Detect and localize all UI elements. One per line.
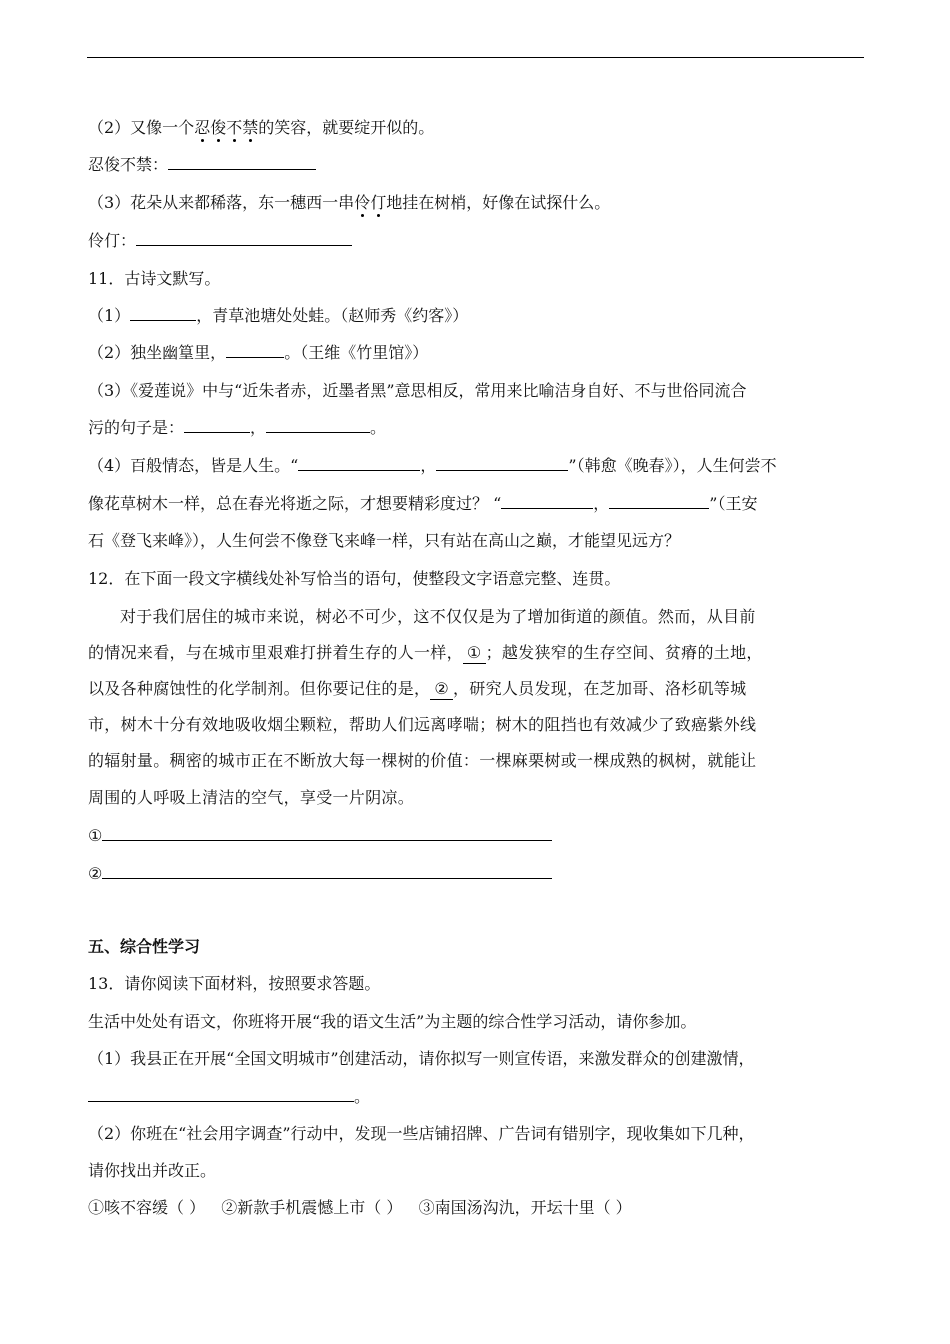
dotted-char: 忍 [194, 118, 211, 137]
answer-blank[interactable] [501, 494, 593, 509]
correction-item-2[interactable]: ②新款手机震憾上市（ ） [221, 1198, 403, 1217]
dotted-word [194, 118, 258, 137]
fill-blank-2[interactable]: ② [430, 679, 453, 700]
q13-title: 13．请你阅读下面材料，按照要求答题。 [88, 974, 381, 993]
q11-item-3-line-2: 污的句子是： ， 。 [88, 418, 387, 437]
answer-blank[interactable] [266, 418, 370, 433]
q12-title: 12．在下面一段文字横线处补写恰当的语句，使整段文字语意完整、连贯。 [88, 569, 621, 588]
answer-line[interactable] [102, 826, 552, 841]
answer-blank[interactable] [130, 306, 196, 321]
q11-item-1: （1） ，青草池塘处处蛙。（赵师秀《约客》） [88, 306, 469, 325]
correction-item-3[interactable]: ③南国汤沟氿，开坛十里（ ） [418, 1198, 632, 1217]
fill-blank-1[interactable]: ① [463, 643, 486, 664]
q13-intro: 生活中处处有语文，你班将开展“我的语文生活”为主题的综合性学习活动，请你参加。 [88, 1012, 697, 1031]
q13-items [88, 1198, 632, 1218]
answer-line[interactable] [102, 864, 552, 879]
q10-answer-3: 伶仃： [88, 231, 352, 251]
q12-passage-line-1: 对于我们居住的城市来说，树必不可少，这不仅仅是为了增加街道的颜值。然而，从目前 [120, 607, 756, 626]
q10-sentence-3: （3）花朵从来都稀落，东一穗西一串伶仃地挂在树梢，好像在试探什么。 [88, 193, 611, 212]
answer-blank[interactable] [298, 456, 420, 471]
section-title: 五、综合性学习 [88, 937, 201, 956]
answer-blank[interactable] [136, 231, 352, 246]
q13-item-2-line-1: （2）你班在“社会用字调查”行动中，发现一些店铺招牌、广告词有错别字，现收集如下几种， [88, 1124, 755, 1143]
q12-passage-line-5: 的辐射量。稠密的城市正在不断放大每一棵树的价值：一棵麻栗树或一棵成熟的枫树，就能让 [88, 751, 757, 770]
q11-item-4-line-3: 石《登飞来峰》），人生何尝不像登飞来峰一样，只有站在高山之巅，才能望见远方？ [88, 531, 681, 550]
q12-answer-1: ① [88, 826, 552, 846]
q10-answer-2: 忍俊不禁： [88, 155, 316, 175]
q13-item-2-line-2: 请你找出并改正。 [88, 1161, 217, 1180]
q11-item-3-line-1: （3）《爱莲说》中与“近朱者赤，近墨者黑”意思相反，常用来比喻洁身自好、不与世俗同流合 [88, 381, 747, 400]
q13-item-1-line-2: 。 [88, 1087, 370, 1107]
q12-passage-line-3: 以及各种腐蚀性的化学制剂。但你要记住的是， ② ，研究人员发现，在芝加哥、洛杉矶等城 [88, 679, 747, 698]
dotted-char: 伶 [354, 193, 371, 212]
dotted-word [354, 193, 386, 212]
q11-item-2: （2）独坐幽篁里， 。（王维《竹里馆》） [88, 343, 429, 362]
answer-blank[interactable] [168, 155, 316, 170]
correction-item-1[interactable]: ①咳不容缓（ ） [88, 1198, 206, 1217]
dotted-char: 俊 [210, 118, 227, 137]
q11-title: 11．古诗文默写。 [88, 269, 221, 288]
answer-blank[interactable] [436, 456, 568, 471]
answer-blank[interactable] [226, 343, 284, 358]
q10-sentence-2: （2）又像一个忍俊不禁的笑容，就要绽开似的。 [88, 118, 435, 137]
dotted-char: 不 [226, 118, 243, 137]
header-rule [87, 57, 864, 58]
q12-passage-line-2: 的情况来看，与在城市里艰难打拼着生存的人一样， ① ；越发狭窄的生存空间、贫瘠的土地， [88, 643, 763, 662]
q11-item-4-line-1: （4）百般情态，皆是人生。“ ， ”（韩愈《晚春》），人生何尝不 [88, 456, 777, 475]
q11-item-4-line-2: 像花草树木一样，总在春光将逝之际，才想要精彩度过？ “ ， ”（王安 [88, 494, 758, 513]
q12-passage-line-6: 周围的人呼吸上清洁的空气，享受一片阴凉。 [88, 788, 415, 807]
q12-answer-2: ② [88, 864, 552, 884]
q12-passage-line-4: 市，树木十分有效地吸收烟尘颗粒，帮助人们远离哮喘；树木的阻挡也有效减少了致癌紫外线 [88, 715, 757, 734]
q13-item-1-line-1: （1）我县正在开展“全国文明城市”创建活动，请你拟写一则宣传语，来激发群众的创建激情， [88, 1049, 755, 1068]
answer-line[interactable] [88, 1087, 354, 1102]
answer-blank[interactable] [609, 494, 709, 509]
dotted-char: 仃 [370, 193, 387, 212]
answer-blank[interactable] [184, 418, 250, 433]
dotted-char: 禁 [242, 118, 259, 137]
